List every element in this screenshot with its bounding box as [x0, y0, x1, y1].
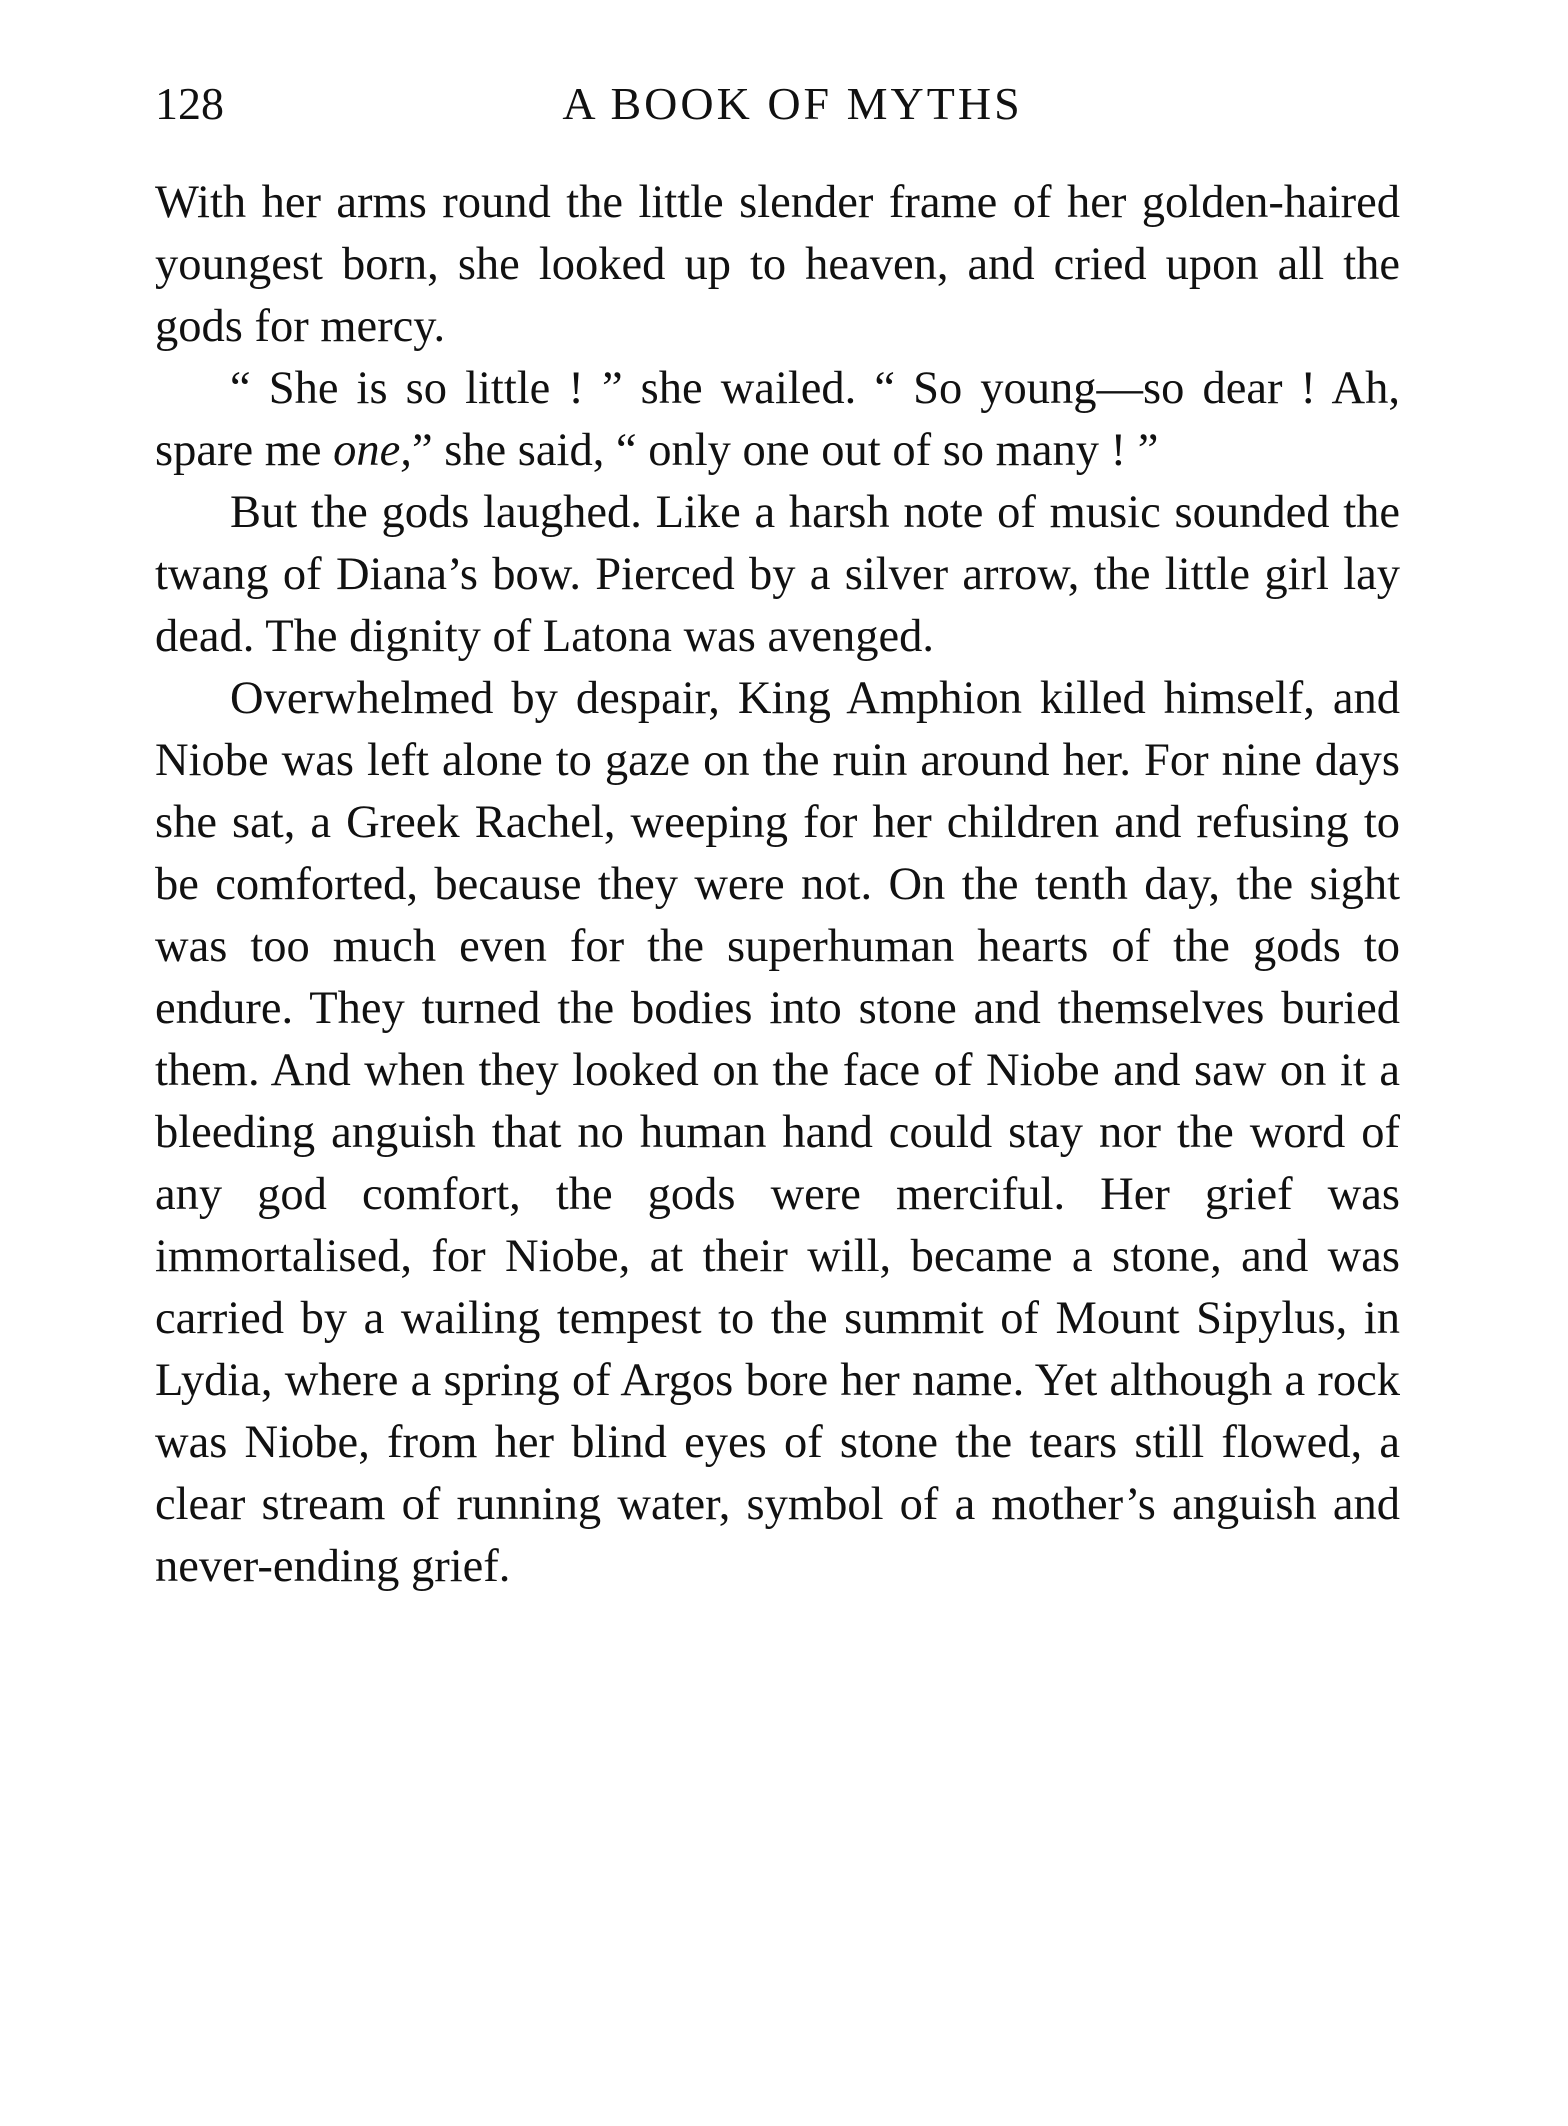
paragraph-2 [155, 358, 1400, 482]
page-header [155, 74, 1400, 134]
running-head: A BOOK OF MYTHS [562, 78, 1023, 129]
paragraph-2-after: ” she said, “ only one out of so many ! ” [411, 425, 1159, 476]
paragraph-2-emphasis: one, [333, 425, 412, 476]
body-text [155, 172, 1400, 1598]
paragraph-4: Overwhelmed by despair, King Amphion killed himself, and Niobe was left alone to gaze on the ruin around her. For nine days she sat, a Greek Rachel, weeping for her children and refusing to be comforted, because they were not. On the tenth day, the sight was too much even for the superhuman hearts of the gods to endure. They turned the bodies into stone and themselves buried them. And when they looked on the face of Niobe and saw on it a bleeding anguish that no human hand could stay nor the word of any god comfort, the gods were merciful. Her grief was immortalised, for Niobe, at their will, became a stone, and was carried by a wailing tempest to the summit of Mount Sipylus, in Lydia, where a spring of Argos bore her name. Yet although a rock was Niobe, from her blind eyes of stone the tears still flowed, a clear stream of running water, symbol of a mother’s anguish and never-ending grief. [155, 673, 1400, 1592]
paragraph-2-before: “ She is so little ! ” she wailed. “ So young—so dear ! Ah, spare me [155, 363, 1400, 476]
page-number: 128 [155, 78, 224, 129]
paragraph-1: With her arms round the little slender frame of her golden-haired youngest born, she looked up to heaven, and cried upon all the gods for mercy. [155, 177, 1400, 352]
paragraph-3: But the gods laughed. Like a harsh note of music sounded the twang of Diana’s bow. Pierced by a silver arrow, the little girl lay dead. The dignity of Latona was avenged. [155, 487, 1400, 662]
